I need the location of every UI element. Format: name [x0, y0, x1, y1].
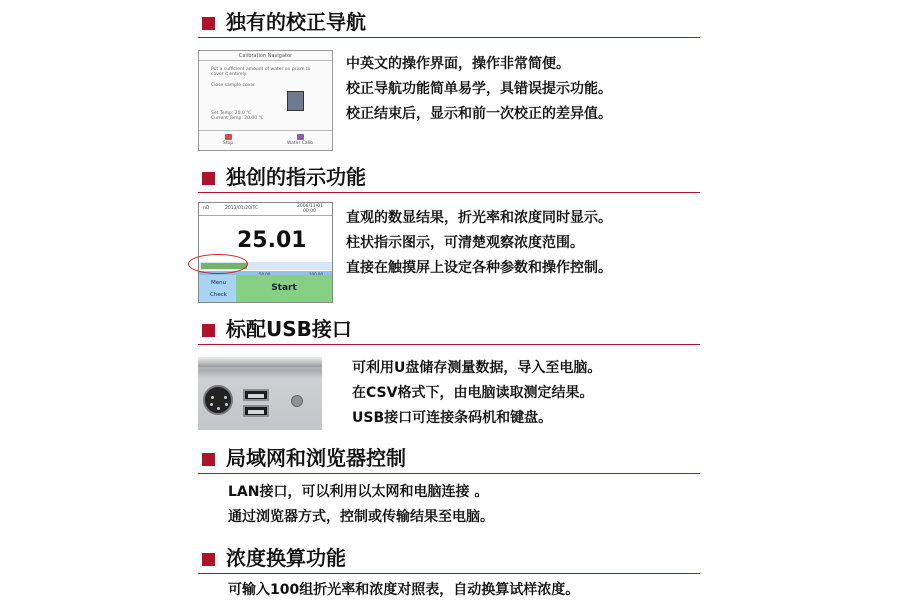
start-button: Start	[236, 275, 332, 302]
section-title: 浓度换算功能	[226, 546, 346, 570]
screen-instruction: Close sample cover	[211, 83, 255, 88]
usb-port-photo	[198, 357, 322, 430]
section-text-calibration	[346, 52, 612, 127]
usb-port-icon	[243, 389, 269, 401]
text-line: 可利用U盘储存测量数据，导入至电脑。	[352, 360, 602, 376]
section-text-conversion	[228, 578, 579, 603]
text-line: LAN接口，可以利用以太网和电脑连接 。	[228, 484, 489, 500]
time-label: 00:00	[303, 209, 316, 214]
stop-icon	[225, 134, 232, 140]
section-heading-indicator	[198, 163, 700, 193]
mode-label: 2013/01/20/TC	[225, 206, 259, 211]
section-title: 局域网和浏览器控制	[226, 446, 406, 470]
screen-header: Calibration Navigator	[199, 53, 332, 61]
check-label: Check	[210, 292, 227, 298]
unit-label: nD	[203, 206, 210, 211]
ps2-port-icon	[203, 385, 233, 415]
text-line: 可输入100组折光率和浓度对照表，自动换算试样浓度。	[228, 582, 580, 598]
date-label: 2006/11/01	[297, 204, 323, 209]
text-line: 校正结束后，显示和前一次校正的差异值。	[346, 106, 612, 122]
prism-image-icon	[287, 91, 304, 111]
screen-status-bar	[199, 203, 332, 216]
screen-instruction: Put a sufficient amount of water on prism to	[211, 67, 311, 72]
usb-port-icon	[243, 405, 269, 417]
section-text-lan	[228, 480, 494, 530]
screen-instruction: cover it entirely.	[211, 72, 248, 77]
screw-hole-icon	[291, 395, 303, 407]
screen-footer	[199, 130, 332, 150]
highlight-ring-icon	[188, 254, 248, 274]
set-temp-text: Set Temp: 20.0 ℃	[211, 111, 252, 116]
water-calib-icon	[297, 134, 304, 140]
measurement-screen-image	[198, 202, 333, 303]
measurement-reading: 25.01	[237, 228, 307, 253]
text-line: USB接口可连接条码机和键盘。	[352, 410, 553, 426]
water-calib-button: Water Calib	[277, 133, 323, 148]
section-heading-calibration-nav	[198, 8, 700, 38]
heading-bullet-icon	[202, 17, 215, 30]
calibration-screen-image	[198, 50, 333, 151]
section-heading-lan	[198, 444, 700, 474]
text-line: 通过浏览器方式，控制或传输结果至电脑。	[228, 509, 494, 525]
section-title: 独有的校正导航	[226, 10, 366, 34]
panel-edge	[198, 357, 322, 367]
section-text-indicator	[346, 206, 612, 281]
text-line: 直接在触摸屏上设定各种参数和操作控制。	[346, 260, 612, 276]
section-title: 独创的指示功能	[226, 165, 366, 189]
text-line: 中英文的操作界面，操作非常简便。	[346, 56, 570, 72]
section-heading-conversion	[198, 544, 700, 574]
text-line: 在CSV格式下，由电脑读取测定结果。	[352, 385, 594, 401]
menu-label: Menu	[211, 280, 227, 286]
current-temp-text: Current Temp: 20.00 ℃	[211, 116, 264, 121]
heading-bullet-icon	[202, 453, 215, 466]
section-heading-usb	[198, 315, 700, 345]
menu-button	[199, 275, 237, 302]
text-line: 柱状指示图示，可清楚观察浓度范围。	[346, 235, 584, 251]
section-title: 标配USB接口	[226, 317, 352, 341]
section-text-usb	[352, 356, 601, 431]
heading-bullet-icon	[202, 553, 215, 566]
heading-bullet-icon	[202, 324, 215, 337]
stop-button: Stop	[205, 133, 251, 148]
text-line: 校正导航功能简单易学，具错误提示功能。	[346, 81, 612, 97]
text-line: 直观的数显结果，折光率和浓度同时显示。	[346, 210, 612, 226]
heading-bullet-icon	[202, 172, 215, 185]
